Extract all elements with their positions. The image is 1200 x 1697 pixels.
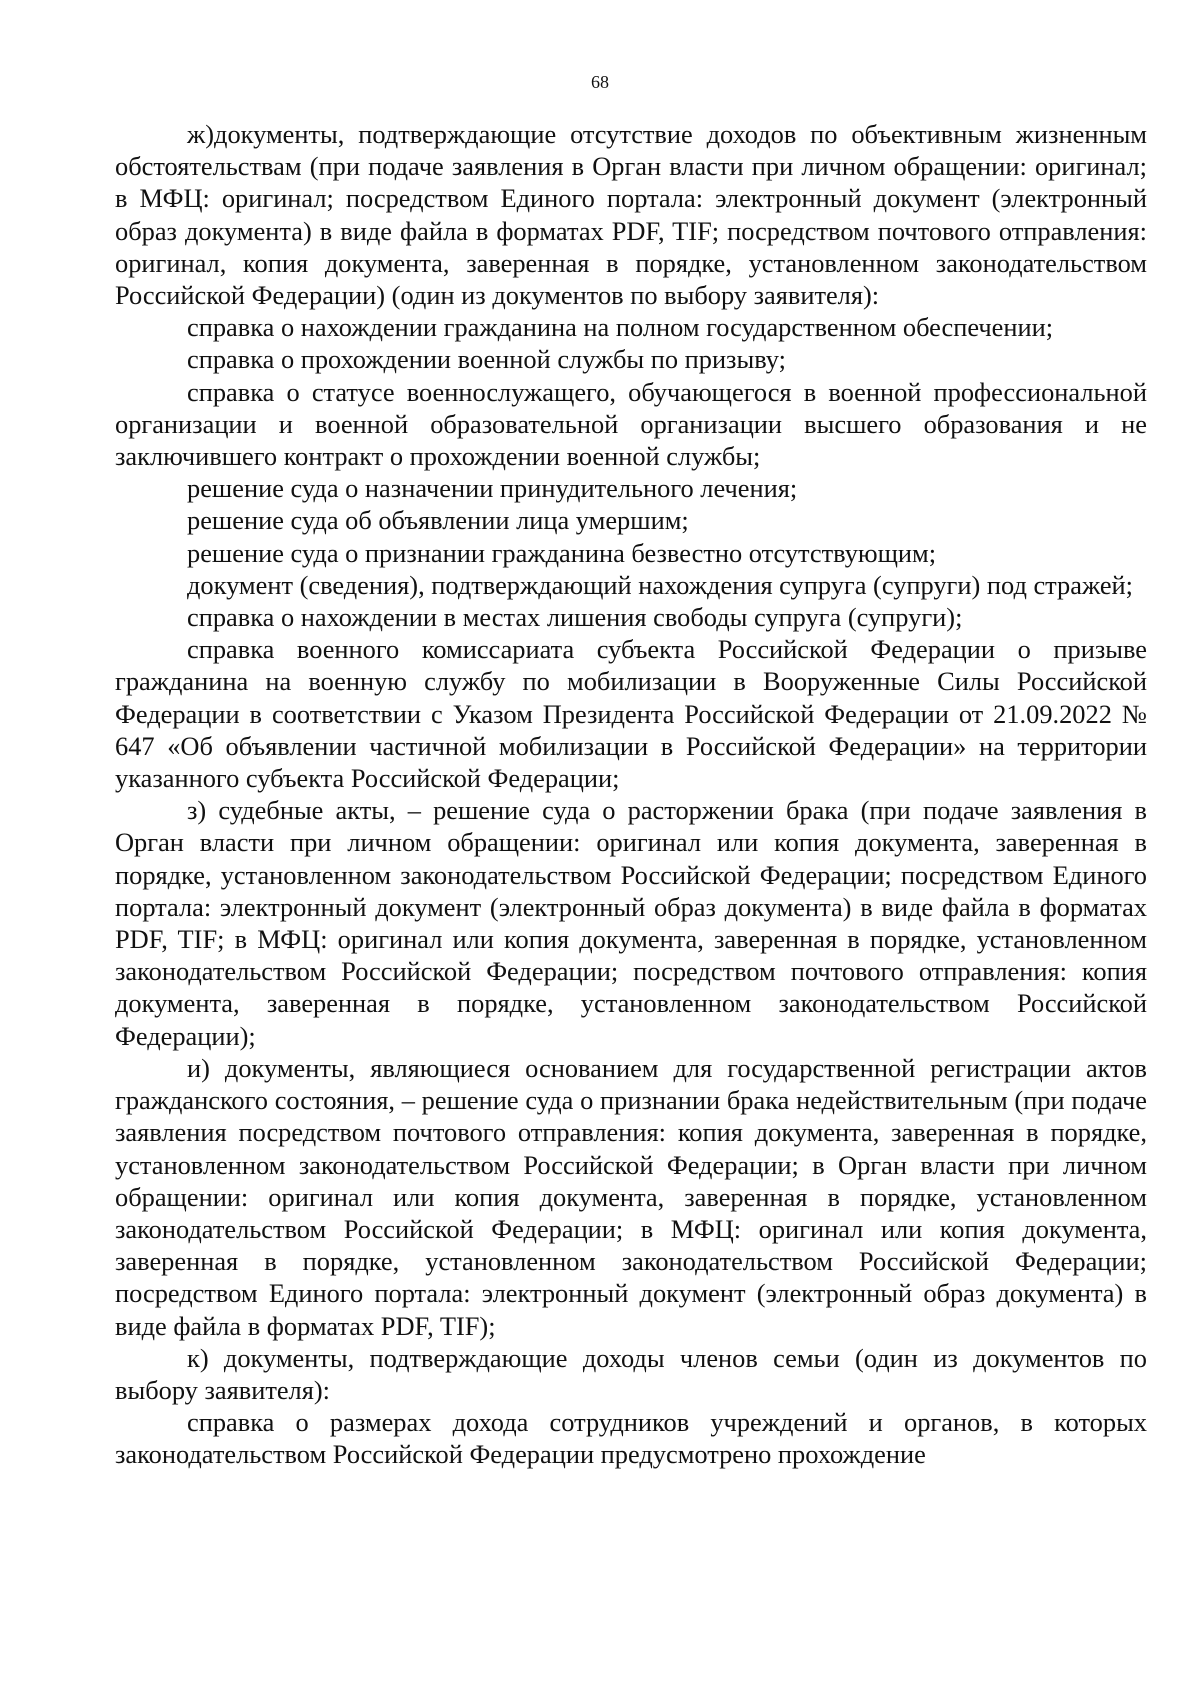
document-body bbox=[115, 118, 1147, 1471]
list-item: справка о нахождении в местах лишения свободы супруга (супруги); bbox=[187, 602, 963, 633]
list-item: справка о прохождении военной службы по призыву; bbox=[187, 344, 786, 375]
page-number: 68 bbox=[591, 72, 609, 92]
list-item: решение суда о назначении принудительного лечения; bbox=[187, 473, 798, 504]
paragraph-z: з) судебные акты, – решение суда о расторжении брака (при подаче заявления в Орган власти при личном обращении: оригинал или копия документа, заверенная в порядке, установленном законодательством Российской Федерации; посредством Единого портала: электронный документ (электронный образ документа) в виде файла в форматах PDF, TIF; в МФЦ: оригинал или копия документа, заверенная в порядке, установленном законодательством Российской Федерации; посредством почтового отправления: копия документа, заверенная в порядке, установленном законодательством Российской Федерации); bbox=[115, 795, 1147, 1051]
list-item: решение суда об объявлении лица умершим; bbox=[187, 505, 689, 536]
list-item: решение суда о признании гражданина безвестно отсутствующим; bbox=[187, 537, 937, 568]
list-item: документ (сведения), подтверждающий нахождения супруга (супруги) под стражей; bbox=[187, 569, 1134, 600]
list-item: справка о нахождении гражданина на полном государственном обеспечении; bbox=[187, 312, 1054, 343]
list-item: справка военного комиссариата субъекта Российской Федерации о призыве гражданина на военную службу по мобилизации в Вооруженные Силы Российской Федерации в соответствии с Указом Президента Российской Федерации от 21.09.2022 № 647 «Об объявлении частичной мобилизации в Российской Федерации» на территории указанного субъекта Российской Федерации; bbox=[115, 634, 1147, 794]
paragraph-k: к) документы, подтверждающие доходы членов семьи (один из документов по выбору заявителя): bbox=[115, 1342, 1147, 1405]
list-item: справка о размерах дохода сотрудников учреждений и органов, в которых законодательством Российской Федерации предусмотрено прохождение bbox=[115, 1407, 1147, 1470]
paragraph-i: и) документы, являющиеся основанием для государственной регистрации актов гражданского состояния, – решение суда о признании брака недействительным (при подаче заявления посредством почтового отправления: копия документа, заверенная в порядке, установленном законодательством Российской Федерации; в Орган власти при личном обращении: оригинал или копия документа, заверенная в порядке, установленном законодательством Российской Федерации; в МФЦ: оригинал или копия документа, заверенная в порядке, установленном законодательством Российской Федерации; посредством Единого портала: электронный документ (электронный образ документа) в виде файла в форматах PDF, TIF); bbox=[115, 1052, 1147, 1341]
list-item: справка о статусе военнослужащего, обучающегося в военной профессиональной организации и военной образовательной организации высшего образования и не заключившего контракт о прохождении военной службы; bbox=[115, 376, 1147, 472]
paragraph-zh: ж)документы, подтверждающие отсутствие доходов по объективным жизненным обстоятельствам (при подаче заявления в Орган власти при личном обращении: оригинал; в МФЦ: оригинал; посредством Единого портала: электронный документ (электронный образ документа) в виде файла в форматах PDF, TIF; посредством почтового отправления: оригинал, копия документа, заверенная в порядке, установленном законодательством Российской Федерации) (один из документов по выбору заявителя): bbox=[115, 119, 1147, 311]
